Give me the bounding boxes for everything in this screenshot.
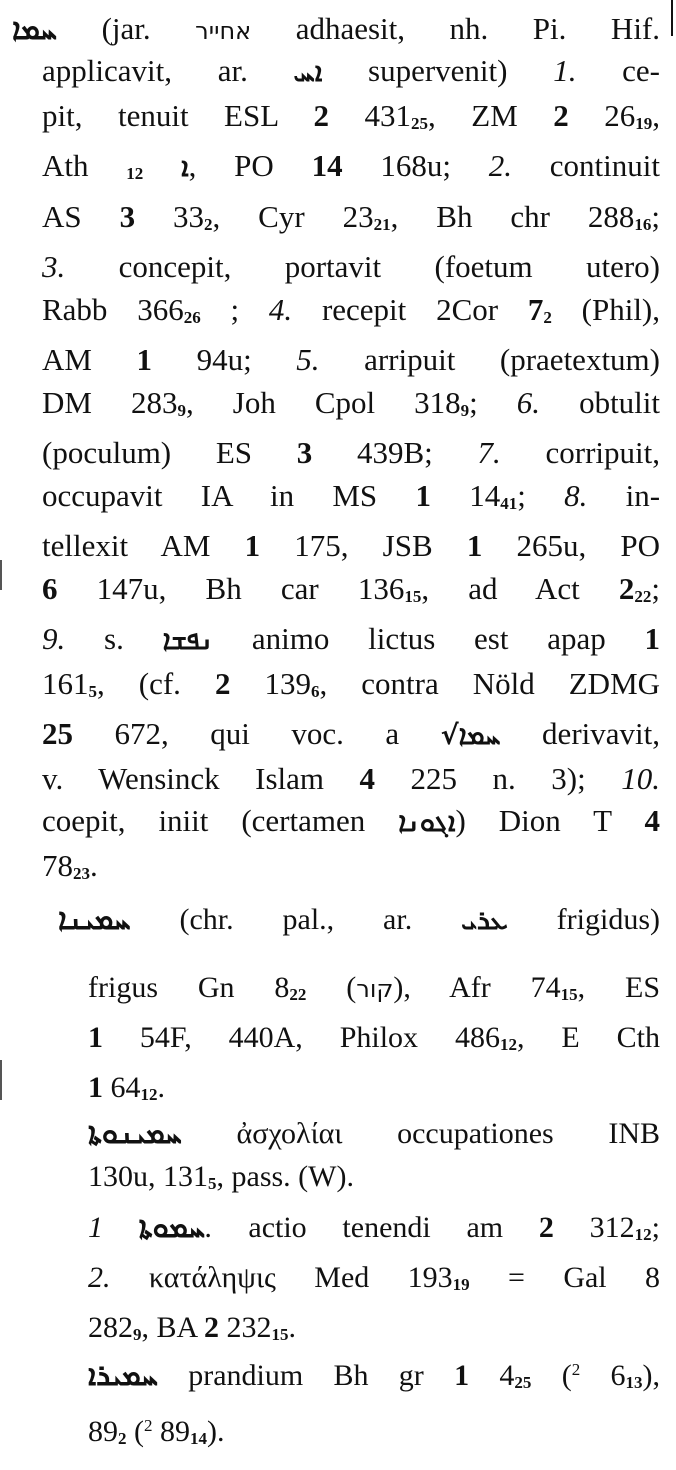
entry-line: [42, 432, 660, 475]
text-run: = Gal 8: [469, 1261, 661, 1294]
syriac-headword: ܚܡܝܢܐ: [58, 902, 131, 936]
text-run: ;: [651, 198, 661, 234]
text-run: ) Dion T: [455, 803, 645, 838]
text-run: 431: [329, 97, 412, 133]
text-run: derivavit,: [500, 716, 660, 751]
entry-line: [12, 8, 660, 53]
text-run: 19: [635, 113, 653, 133]
text-run: adhaesit, nh. Pi. Hif.: [251, 11, 660, 46]
text-run: 1: [88, 1071, 103, 1104]
text-run: 6: [580, 1359, 626, 1392]
text-run: 130u, 131: [88, 1160, 208, 1193]
text-run: 1: [454, 1359, 470, 1392]
text-run: (Phil),: [551, 291, 661, 327]
text-run: 94u;: [152, 342, 297, 377]
text-run: prandium Bh gr: [157, 1359, 455, 1392]
entry-line: [42, 568, 660, 619]
text-run: 41: [500, 493, 518, 513]
text-run: applicavit, ar.: [42, 53, 294, 88]
text-run: ), Afr 74: [393, 971, 561, 1004]
text-run: ;: [651, 570, 660, 606]
text-run: pit, tenuit ESL: [42, 97, 314, 133]
text-run: recepit 2Cor: [292, 291, 528, 327]
text-run: 2: [313, 97, 330, 133]
syriac-root: √ܚܡܐ: [440, 720, 501, 751]
entry-line: [88, 966, 660, 1016]
text-run: , Joh Cpol 318: [185, 384, 461, 420]
entry-occupationes: [88, 1112, 660, 1205]
text-run: 232: [219, 1311, 272, 1344]
entry-frigus-body: [88, 966, 660, 1116]
text-run: 7: [527, 291, 544, 327]
text-run: Rabb 366: [42, 291, 184, 327]
entry-line: [88, 1066, 660, 1116]
text-run: 89: [88, 1415, 118, 1448]
text-run: , BA: [141, 1311, 205, 1344]
text-run: 64: [103, 1071, 141, 1104]
margin-mark: [0, 560, 2, 590]
text-run: 12: [140, 1085, 158, 1104]
entry-line: [42, 618, 660, 663]
entry-line: [58, 898, 660, 942]
text-run: 225 n. 3);: [375, 760, 622, 796]
text-run: 1: [415, 477, 431, 513]
syriac-headword: ܚܡܘܬܐ: [138, 1210, 206, 1244]
text-run: AS: [42, 198, 120, 234]
text-run: supervenit): [322, 53, 554, 88]
text-run: 89: [152, 1415, 190, 1448]
text-run: 9: [133, 1325, 142, 1344]
entry-line: [42, 800, 660, 845]
entry-prandium: [88, 1348, 660, 1460]
entry-line: [42, 289, 660, 340]
text-run: (: [126, 1415, 144, 1448]
hebrew-word: אחייר: [195, 17, 252, 45]
text-run: 2.: [488, 148, 513, 183]
syriac-headword: ܚܡܝܢܘܬܐ: [88, 1116, 182, 1150]
text-run: 10.: [621, 760, 661, 796]
text-run: 13: [625, 1373, 643, 1392]
text-run: ce-: [576, 53, 660, 88]
text-run: 78: [42, 847, 73, 883]
text-run: 8.: [564, 477, 588, 513]
text-run: frigidus): [507, 903, 660, 936]
text-run: DM 283: [42, 384, 178, 420]
text-run: , (cf.: [97, 665, 215, 701]
entry-line: [88, 1016, 660, 1066]
text-run: 139: [230, 665, 311, 701]
text-run: 19: [452, 1275, 470, 1294]
text-run: (chr. pal., ar.: [130, 903, 462, 936]
text-run: 26: [568, 97, 636, 133]
text-run: 6.: [516, 384, 541, 420]
text-run: 12: [634, 1225, 652, 1244]
text-run: ;: [200, 291, 269, 327]
text-run: κατάληψις Med 193: [110, 1261, 453, 1294]
entry-line: [42, 525, 660, 568]
text-run: 1: [244, 528, 261, 563]
text-run: 12: [126, 164, 144, 183]
entry-main-body: [42, 50, 660, 895]
text-run: continuit: [512, 148, 661, 183]
text-run: 1: [644, 621, 660, 656]
text-run: 1: [136, 342, 153, 377]
entry-line: [88, 1155, 660, 1205]
text-run: 2: [538, 1211, 554, 1244]
syriac-word: ܐܓܘܢܐ: [398, 807, 456, 838]
text-run: 147u, Bh car 136: [57, 570, 405, 606]
text-run: ),: [642, 1359, 661, 1392]
text-run: corripuit,: [500, 435, 660, 470]
text-run: 2.: [88, 1261, 111, 1294]
entry-line: [42, 845, 660, 896]
text-run: v. Wensinck Islam: [42, 760, 360, 796]
syriac-headword: ܚܡܝܪܐ: [88, 1358, 158, 1392]
text-run: 26: [183, 307, 201, 327]
text-run: 25: [514, 1373, 532, 1392]
text-run: arripuit (praetextum): [319, 342, 660, 377]
text-run: , ad Act: [421, 570, 619, 606]
text-run: 161: [42, 665, 89, 701]
entry-line: [42, 713, 660, 758]
text-run: ἀσχολίαι occupationes INB: [181, 1117, 660, 1150]
text-run: concepit, portavit (foetum utero): [65, 249, 660, 284]
text-run: 3.: [42, 249, 66, 284]
text-run: 21: [373, 214, 391, 234]
arabic-word: ܥܪܝ: [461, 905, 508, 936]
text-run: 15: [404, 586, 422, 606]
entry-line: [42, 339, 660, 382]
text-run: 175, JSB: [260, 528, 467, 563]
text-run: 1: [466, 528, 483, 563]
text-run: , Bh chr 288: [390, 198, 635, 234]
text-run: ,: [652, 97, 661, 133]
entry-line: [88, 1256, 660, 1306]
text-run: 16: [634, 214, 652, 234]
text-run: tellexit AM: [42, 528, 245, 563]
entry-line: [88, 1206, 660, 1256]
text-run: 2: [553, 97, 569, 133]
text-run: 14: [430, 477, 501, 513]
entry-line: [42, 663, 660, 714]
text-run: actio tenendi am: [212, 1211, 539, 1244]
text-run: 14: [311, 148, 343, 183]
entry-line: [42, 475, 660, 526]
text-run: 3: [296, 435, 313, 470]
text-run: .: [288, 1311, 297, 1344]
text-run: 4: [644, 803, 661, 838]
text-run: 14: [190, 1429, 207, 1448]
text-run: 5: [88, 681, 97, 701]
text-run: 54F, 440A, Philox 486: [103, 1021, 500, 1054]
text-run: 9: [460, 400, 470, 420]
entry-line: [88, 1404, 660, 1460]
entry-actio: [88, 1206, 660, 1356]
entry-line: [42, 758, 660, 801]
text-run: (: [306, 971, 357, 1004]
entry-line: [42, 246, 660, 289]
text-run: ).: [207, 1415, 225, 1448]
entry-line: [88, 1112, 660, 1155]
syriac-word: ܐ: [181, 152, 189, 183]
text-run: ;: [469, 384, 517, 420]
text-run: 9.: [42, 621, 66, 656]
text-run: , contra Nöld ZDMG: [319, 665, 661, 701]
entry-line: [42, 382, 660, 433]
text-run: (jar.: [57, 11, 196, 46]
text-run: Ath: [42, 148, 127, 183]
entry-line: [88, 1348, 660, 1404]
text-run: 33: [135, 198, 204, 234]
entry-main: [12, 8, 660, 53]
text-run: 4.: [268, 291, 293, 327]
text-run: 1.: [88, 1211, 213, 1244]
text-run: frigus Gn 8: [88, 971, 290, 1004]
arabic-word: ܐܚ: [293, 57, 323, 88]
text-run: , ES: [577, 971, 661, 1004]
text-run: 4: [359, 760, 376, 796]
text-run: , pass. (W).: [216, 1160, 354, 1193]
text-run: 15: [560, 985, 578, 1004]
text-run: 5.: [296, 342, 320, 377]
entry-frigus: [58, 898, 660, 942]
text-run: 5: [208, 1174, 217, 1193]
text-run: 6: [310, 681, 320, 701]
text-run: 672, qui voc. a: [73, 716, 441, 751]
text-run: 15: [271, 1325, 289, 1344]
text-run: occupavit IA in MS: [42, 477, 416, 513]
entry-line: [42, 95, 660, 146]
text-run: .: [90, 847, 98, 883]
text-run: ;: [651, 1211, 661, 1244]
syriac-headword: ܚܡܐ: [12, 12, 58, 46]
text-run: 6: [42, 570, 58, 606]
text-run: 2: [204, 214, 213, 234]
text-run: 2: [571, 1360, 581, 1379]
text-run: 282: [88, 1311, 133, 1344]
text-run: s.: [65, 621, 163, 656]
text-run: 439B;: [312, 435, 478, 470]
text-run: 312: [553, 1211, 635, 1244]
text-run: 25: [411, 113, 429, 133]
text-run: [143, 148, 181, 183]
text-run: obtulit: [540, 384, 661, 420]
text-run: (poculum) ES: [42, 435, 297, 470]
text-run: 25: [42, 716, 73, 751]
text-run: 2: [204, 1311, 220, 1344]
entry-line: [42, 50, 660, 95]
text-run: 168u;: [342, 148, 489, 183]
text-run: 2: [118, 1429, 127, 1448]
hebrew-word: קור: [356, 975, 394, 1003]
text-run: , PO: [188, 148, 312, 183]
text-run: 2: [543, 307, 552, 327]
text-run: 2: [618, 570, 635, 606]
text-run: .: [157, 1071, 165, 1104]
text-run: 4: [469, 1359, 515, 1392]
text-run: , E Cth: [516, 1021, 660, 1054]
text-run: 7.: [477, 435, 501, 470]
text-run: 22: [634, 586, 652, 606]
text-run: 2: [144, 1416, 153, 1435]
text-run: 1: [88, 1021, 103, 1054]
entry-line: [42, 145, 660, 196]
text-run: 22: [289, 985, 307, 1004]
column-rule: [671, 0, 673, 36]
text-run: 23: [73, 863, 90, 883]
text-run: (: [531, 1359, 572, 1392]
text-run: ;: [517, 477, 565, 513]
text-run: , Cyr 23: [212, 198, 374, 234]
text-run: 2: [214, 665, 231, 701]
text-run: animo lictus est apap: [213, 621, 645, 656]
text-run: coepit, iniit (certamen: [42, 803, 399, 838]
text-run: 3: [119, 198, 136, 234]
entry-line: [42, 196, 660, 247]
text-run: , ZM: [428, 97, 554, 133]
text-run: in-: [587, 477, 661, 513]
text-run: 1.: [553, 53, 577, 88]
syriac-word: ܢܦܫܐ: [162, 625, 214, 656]
text-run: 12: [499, 1035, 517, 1054]
text-run: 265u, PO: [482, 528, 660, 563]
text-run: 9: [177, 400, 186, 420]
margin-mark: [0, 1060, 2, 1100]
text-run: AM: [42, 342, 137, 377]
